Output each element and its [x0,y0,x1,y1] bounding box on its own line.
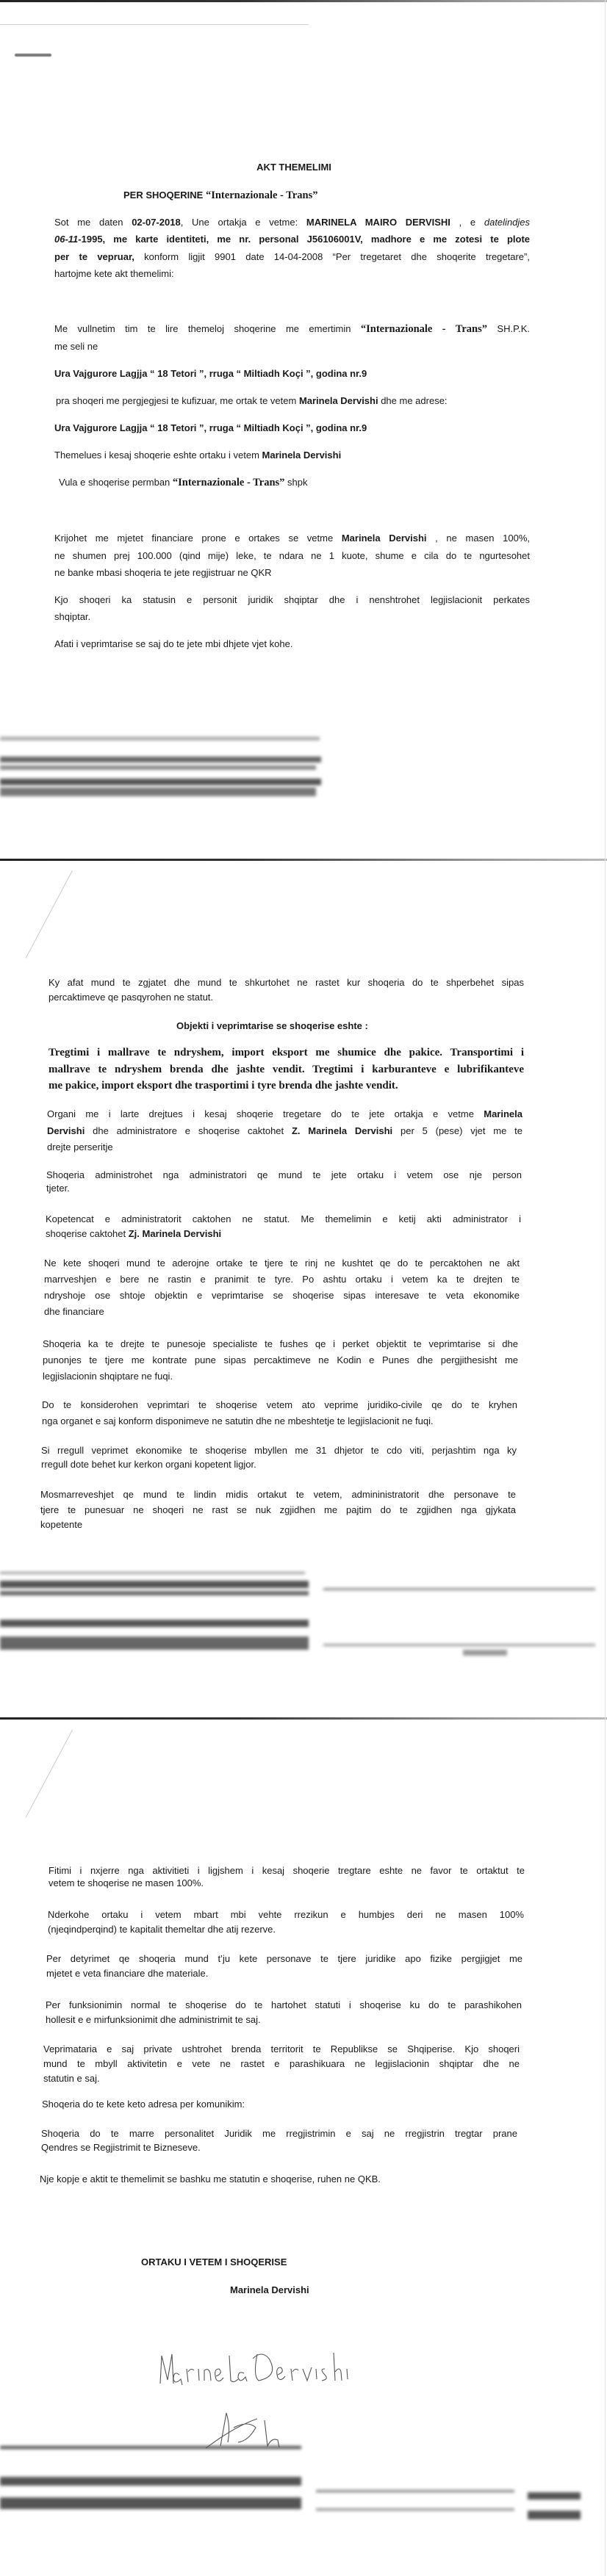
text-line [43,2057,520,2071]
scan-artifact-bar [0,2477,301,2486]
text-line [54,367,530,381]
text-segment: (njeqindperqind) te kapitalit themeltar dhe atij rezerve. [48,1924,276,1935]
scan-artifact-bar [528,2511,581,2519]
text-segment: , ne masen 100%, [426,533,531,544]
text-line [40,1518,516,1532]
text-segment: Nderkohe ortaku i vetem mbart mbi vehte rrezikun e humbjes deri ne masen 100% [48,1909,524,1920]
text-line [44,1256,520,1271]
text-segment: Per detyrimet qe shoqeria mund t’ju kete personave te tjere juridike apo fizike pergjigjet me [46,1953,522,1964]
text-line [47,1124,522,1139]
text-line [49,1045,524,1060]
scan-artifact-bar [0,737,320,740]
page-fold-2 [26,1730,73,1818]
text-line [56,394,531,408]
text-segment: Mosmarreveshjet qe mund te lindin midis ortakut te vetem, admininistratorit dhe personave te [40,1489,516,1500]
text-line [54,322,530,336]
text-segment: pra shoqeri me pergjegjesi te kufizuar, me ortak te vetem [56,395,299,406]
text-line [49,1078,524,1093]
scan-mark [15,54,51,57]
text-segment: Per funksionimin normal te shoqerise do te hartohet statuti i shoqerise ku do te parashikohen [46,1999,522,2010]
text-line [141,2255,362,2270]
text-line [42,2097,518,2112]
text-line [48,1908,524,1922]
text-line [40,1487,516,1502]
text-line [54,232,530,247]
text-segment: vetem te shoqerise ne masen 100%. [49,1877,204,1888]
scan-artifact-bar [0,1581,309,1588]
text-segment: tjeter. [46,1183,70,1194]
scan-artifact-bar [0,2497,301,2509]
text-segment: Nje kopje e aktit te themelimit se bashku me statutin e shoqerise, ruhen ne QKB. [40,2173,381,2184]
text-segment: Shoqeria ka te drejte te punesoje specialiste te fushes qe i perket objektit te veprimtarise si dhe [43,1338,518,1349]
text-segment: Me vullnetim tim te lire themeloj shoqerine me emertimin [54,323,361,334]
text-segment: Veprimataria e saj private ushtrohet brenda territorit te Republikse se Shqiperise. Kjo shoqeri [43,2043,520,2054]
page-break-2 [0,1717,607,1720]
text-segment: dhe administratore e shoqerise caktohet [85,1125,292,1136]
text-line [46,2013,522,2027]
handwritten-signature [154,2347,367,2450]
bold-text-segment: Marinela [484,1108,522,1119]
text-line [47,1107,522,1122]
text-line [49,990,524,1005]
scan-artifact-bar [316,2508,514,2511]
scan-artifact-bar [323,1644,595,1646]
company-name-text: “Internazionale - Trans” [360,323,488,335]
text-line [123,188,491,203]
text-line [49,1876,525,1891]
text-segment: marrveshjen e bere ne rastin e pranimit te tyre. Po ashtu ortaku i vetem ka te drejten te [44,1274,520,1285]
text-segment: shqiptar. [54,611,91,622]
text-line [47,1140,522,1155]
text-line [54,566,530,580]
text-line [44,1272,520,1287]
scan-artifact-bar [0,765,316,770]
bold-text-segment: Objekti i veprimtarise se shoqerise eshte : [176,1020,368,1031]
text-segment: , Une ortakja e vetme: [180,217,306,228]
text-line [46,1212,521,1227]
text-line [40,2172,516,2187]
text-segment: mallrave te ndryshem brenda dhe jashte vendit. Tregtimi i karburanteve e lubrifikanteve [49,1063,524,1075]
text-segment: hartojme kete akt themelimi: [54,268,174,280]
scan-artifact-bar [0,1637,309,1650]
text-segment: percaktimeve qe pasqyrohen ne statut. [49,991,214,1003]
text-segment: me pakice, import eksport dhe trasportimi i tyre brenda dhe jashte vendit. [49,1080,398,1092]
bold-text-segment: AKT THEMELIMI [256,162,331,173]
italic-text-segment: datelindjes [484,217,531,228]
page-fold-1 [26,870,73,959]
text-line [49,1062,524,1077]
bold-text-segment: Ura Vajgurore Lagjja “ 18 Tetori ”, rruga “ Miltiadh Koçi ”, godina nr.9 [54,368,367,379]
text-line [43,2071,520,2086]
text-line [46,1181,522,1196]
page-top-edge [0,0,607,2]
text-segment: Organi me i larte drejtues i kesaj shoqerie tregetare do te jete ortakja e vetme [47,1108,484,1119]
text-line [176,1019,470,1033]
text-segment: shoqerise caktohet [46,1228,129,1239]
text-segment: Themelues i kesaj shoqerie eshte ortaku i vetem [54,450,262,461]
text-segment: Shoqeria do te kete keto adresa per komunikim: [42,2099,245,2110]
text-line [43,2042,520,2057]
text-segment: statutin e saj. [43,2073,100,2084]
bold-text-segment: MARINELA MAIRO DERVISHI [306,217,450,228]
text-segment: ne shumen prej 100.000 (qind mije) leke, te ndara ne 1 kuote, shume e cila do te ngurtesohet [54,549,530,561]
text-segment: shpk [284,477,308,488]
text-line [44,1305,520,1319]
text-segment: hollesit e e mirfunksionimit dhe administrimit te saj. [46,2014,261,2025]
text-segment: Ky afat mund te zgjatet dhe mund te shkurtohet ne rastet kur shoqeria do te shperbehet sipas [49,977,524,988]
bold-italic-text-segment: 06-11 [54,234,79,245]
text-line [41,2126,517,2141]
scan-artifact-bar [0,1591,309,1595]
text-segment: , e [450,217,484,228]
text-line [41,1443,517,1458]
bold-text-segment: 02-07-2018 [132,217,181,228]
text-segment: legjislacionin shqiptare ne fuqi. [43,1371,173,1382]
text-line [54,593,530,607]
text-segment: Fitimi i nxjerre nga aktivitieti i ligjshem i kesaj shoqerie tregtare eshte ne favor te ortaktut te [49,1865,525,1876]
bold-text-segment: -1995, me karte identiteti, me nr. personal J56106001V, madhore e me zotesi te plote [78,234,530,245]
text-segment: nga organet e saj konform disponimeve ne satutin dhe ne mbeshtetje te legjislacionit ne fuqi. [42,1415,434,1426]
text-segment: me seli ne [54,341,98,352]
scan-artifact-bar [316,2490,514,2492]
text-line [59,475,534,490]
text-segment: Do te konsiderohen veprimtari te shoqerise vetem ato veprime juridiko-civile qe do te kryhen [42,1399,517,1410]
text-line [230,2283,377,2298]
text-segment: Ne kete shoqeri mund te aderojne ortake te tjere te rinj ne kushtet qe do te percaktohen ne akt [44,1258,520,1269]
text-line [54,267,530,281]
bold-text-segment: Ura Vajgurore Lagjja “ 18 Tetori ”, rruga “ Miltiadh Koçi ”, godina nr.9 [54,422,367,433]
text-segment: Kopetencat e administratorit caktohen ne statut. Me themelimin e ketij akti administrator i [46,1213,521,1224]
company-name-text: “Internazionale - Trans” [172,477,285,488]
bold-text-segment: Dervishi [47,1125,85,1136]
page-break-1 [0,859,607,861]
text-line [54,250,530,264]
text-segment: SH.P.K. [487,323,530,334]
text-line [43,1369,518,1384]
scan-artifact-bar [0,757,321,762]
text-segment: tjere te punesuar ne shoqeri ne rast se nuk zgjidhen me pajtim do te zgjidhen nga gjykata [40,1504,516,1515]
text-segment: ne banke mbasi shoqeria te jete regjistruar ne QKR [54,567,272,578]
text-line [42,1414,517,1429]
scan-line [0,24,309,25]
text-segment: Krijohet me mjetet financiare prone e ortakes se vetme [54,533,342,544]
text-line [40,1503,516,1518]
text-line [48,1922,524,1937]
scan-artifact-bar [0,779,321,785]
text-line [46,1168,522,1183]
text-segment: Kjo shoqeri ka statusin e personit juridik shqiptar dhe i nenshtrohet legjislacionit perkates [54,594,530,605]
text-segment: kopetente [40,1519,83,1530]
text-segment: rregull dote behet kur kerkon organi kopetent ligjor. [41,1459,256,1470]
text-segment: Sot me daten [54,217,132,228]
text-line [46,1998,522,2013]
scan-artifact-bar [528,2492,581,2500]
text-segment: punonjes te tjere me kontrate pune sipas percaktimeve ne Kodin e Punes dhe pergjithesisht me [43,1354,518,1365]
page-edge [605,0,606,2576]
text-line [54,531,530,546]
text-line [54,215,530,230]
scan-artifact-bar [0,787,316,796]
bold-text-segment: Marinela Dervishi [262,450,342,461]
bold-text-segment: per te vepruar, [54,250,134,262]
bold-text-segment: Marinela Dervishi [230,2284,309,2295]
text-line [42,1398,517,1413]
bold-text-segment: Marinela Dervishi [341,533,427,544]
text-segment: Afati i veprimtarise se saj do te jete mbi dhjete vjet kohe. [54,638,293,649]
text-segment: Tregtimi i mallrave te ndryshem, import eksport me shumice dhe pakice. Transportimi i [49,1047,524,1058]
text-segment: Qendres se Regjistrimit te Bizneseve. [41,2142,201,2153]
text-line [54,610,530,624]
bold-text-segment: PER SHOQERINE [123,190,206,201]
text-line [41,1457,517,1472]
company-name-text: “Internazionale - Trans” [205,190,318,201]
scan-artifact-bar [323,1588,595,1590]
bold-text-segment: Z. Marinela Dervishi [291,1125,393,1136]
text-line [43,1353,518,1368]
text-line [46,1966,522,1981]
text-segment: Shoqeria administrohet nga administratori qe mund te jete ortaku i vetem ose nje person [46,1169,522,1180]
text-line [43,1337,518,1352]
scan-artifact-bar [0,1620,309,1627]
text-line [49,975,524,990]
text-line [44,1288,520,1303]
text-line [54,549,530,563]
text-segment: Shoqeria do te marre personalitet Juridik me rregjistrimin e saj ne rregjistrin tregtar prane [41,2128,517,2139]
text-segment: konform ligjit 9901 date 14-04-2008 “Per tregetaret dhe shoqerite tregetare”, [134,250,530,262]
text-line [0,160,588,175]
scan-artifact-bar [463,1650,507,1656]
text-segment: Vula e shoqerise permban [59,477,173,488]
scan-artifact-bar [0,1572,305,1574]
text-line [54,339,530,354]
text-segment: dhe financiare [44,1306,104,1317]
text-segment: dhe me adrese: [378,395,448,406]
text-segment: per 5 (pese) vjet me te [392,1125,523,1136]
bold-text-segment: ORTAKU I VETEM I SHOQERISE [141,2256,287,2267]
text-segment: ndryshoje ose shtoje objektin e veprimtarise se shoqerise sipas interesave te veta ekonomike [44,1290,520,1301]
text-line [54,448,530,463]
text-line [41,2140,517,2155]
text-segment: drejte perseritje [47,1141,113,1152]
text-line [54,421,530,436]
text-line [54,637,530,652]
text-segment: mund te mbyll aktivitetin e vete ne rastet e parashikuara ne legjislacionin shqiptar dhe ne [43,2058,520,2069]
text-segment: Si rregull veprimet ekonomike te shoqerise mbyllen me 31 dhjetor te cdo viti, perjashtim nga ky [41,1445,517,1456]
text-segment: mjetet e veta financiare dhe materiale. [46,1968,209,1979]
text-line [46,1227,521,1241]
bold-text-segment: Marinela Dervishi [298,395,378,406]
text-line [46,1952,522,1966]
bold-text-segment: Zj. Marinela Dervishi [128,1228,222,1239]
